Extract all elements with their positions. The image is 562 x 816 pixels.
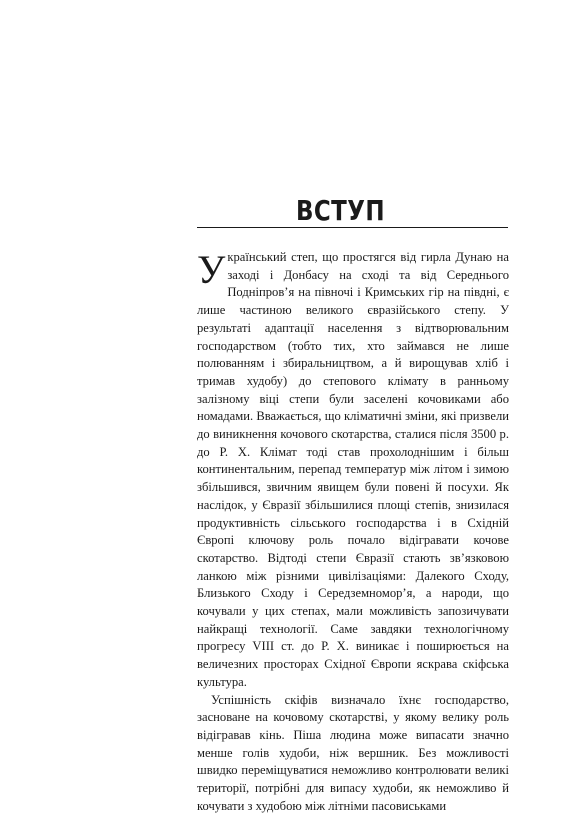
body-text — [197, 249, 509, 816]
paragraph-1-text: країнський степ, що простягся від гирла Дунаю на заході і Донбасу на сході та від Середнього Подніпров’я на півночі і Кримських гір на півдні, є лише частиною великого євразійського степу. У результаті адаптації населення з відтворювальним господарством (тобто тих, хто займався не лише полюванням і збиральництвом, а й вирощував хліб і тримав худобу) до степового клімату в ранньому залізному віці степи були заселені кочовиками або номадами. Вважається, що кліматичні зміни, які призвели до виникнення кочового скотарства, сталися після 3500 р. до Р. Х. Клімат тоді став прохолоднішим і більш континентальним, перепад температур між літом і зимою збільшився, звичним явищем були повені й посухи. Як наслідок, у Євразії збільшилися площі степів, знизилася продуктивність сільського господарства і в Східній Європі ключову роль почало відігравати кочове скотарство. Відтоді степи Євразії стають зв’язковою ланкою між різними цивілізаціями: Далекого Сходу, Близького Сходу і Середземномор’я, а народи, що кочували у цих степах, мали можливість запозичувати найкращі технології. Саме завдяки технологічному прогресу VIII ст. до Р. Х. виникає і поширюється на величезних просторах Східної Європи яскрава скіфська культура. — [197, 250, 509, 689]
title-underline-rule — [197, 227, 508, 228]
paragraph-2 — [197, 692, 509, 816]
paragraph-2-text: Успішність скіфів визначало їхнє господарство, засноване на кочовому скотарстві, у якому велику роль відігравав кінь. Піша людина може випасати значно менше голів худоби, ніж вершник. Без можливості швидко переміщуватися неможливо контролювати великі території, потрібні для випасу худоби, як неможливо й кочувати з худобою між літніми пасовиськами — [197, 692, 509, 813]
paragraph-1 — [197, 249, 509, 692]
chapter-title: ВСТУП — [296, 194, 385, 227]
drop-cap: У — [197, 247, 226, 292]
